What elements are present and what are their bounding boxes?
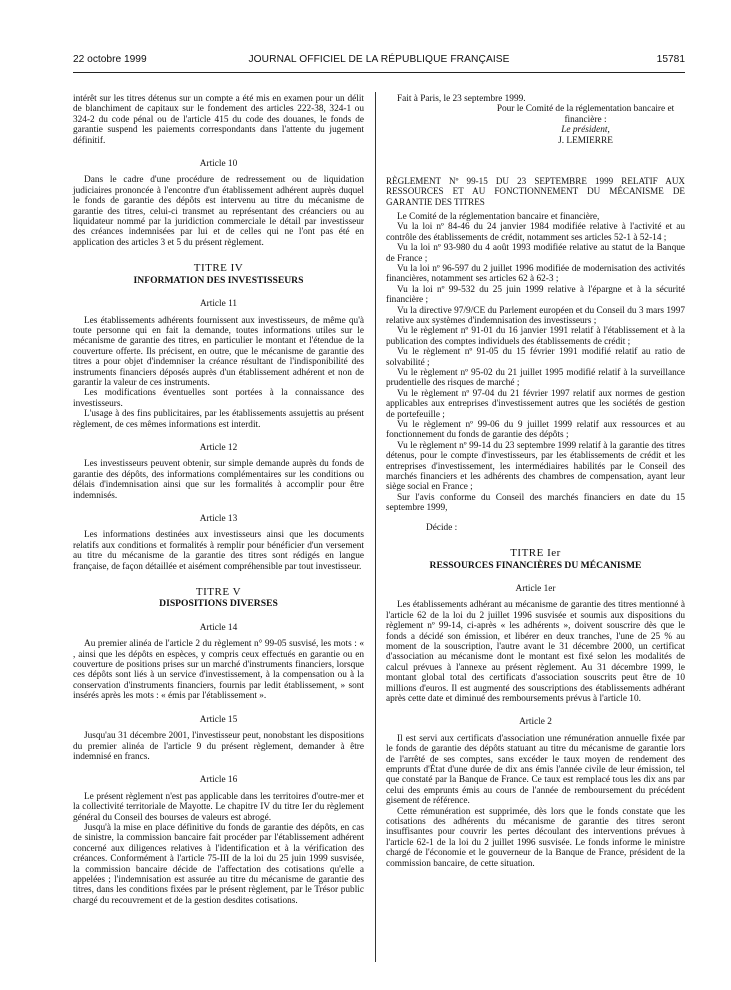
paragraph: Les établissements adhérant au mécanisme de garantie des titres mentionné à l'article 62 de la loi du 2 juillet 1996 susvisée et soumis aux dispositions du règlement nº 99-14, ci-après « les adhérents », doivent souscrire dès que le fonds a décidé son émission, et libérer en deux tranches, l'une de 25 % au moment de la souscription, l'autre avant le 31 décembre 2000, un certificat d'association au mécanisme dont le montant est fixé selon les modalités de calcul prévues à l'annexe au présent règlement. Au 31 décembre 1999, le montant global total des certificats d'association souscrits peut être de 10 millions d'euros. Il est augmenté des souscriptions des établissements adhérant après cette date et diminué des remboursements prévus à l'article 10. (386, 600, 685, 704)
left-column (73, 94, 364, 906)
titre-heading: TITRE Ier (510, 547, 561, 560)
paragraph: Il est servi aux certificats d'association une rémunération annuelle fixée par le fonds de garantie des dépôts statuant au titre du mécanisme de garantie lors de l'arrêté de ses comptes, sans excéder le taux moyen de rendement des emprunts d'État d'une durée de dix ans émis l'année civile de leur émission, tel que constaté par la Banque de France. Ce taux est remplacé tous les dix ans par celui des emprunts émis au cours de l'année de remboursement du précédent gisement de référence. (386, 733, 685, 807)
article-heading: Article 13 (199, 514, 238, 524)
visa-item: Le Comité de la réglementation bancaire et financière, (397, 211, 600, 222)
article-heading: Article 1er (515, 583, 556, 594)
header-journal-title: JOURNAL OFFICIEL DE LA RÉPUBLIQUE FRANÇAISE (248, 54, 510, 65)
article-heading: Article 16 (199, 775, 238, 786)
visa-item: Vu le règlement nº 99-14 du 23 septembre 1999 relatif à la garantie des titres détenus, pour le compte d'investisseurs, par les établissements de crédit et les entreprises d'investissement, les intermédiaires habilités par le Conseil des marchés financiers et les adhérents des chambres de compensation, ayant leur siège social en France ; (386, 440, 685, 493)
visa-item: Vu le règlement nº 95-02 du 21 juillet 1995 modifié relatif à la surveillance prudentielle des risques de marché ; (386, 368, 685, 389)
reglement-title: RÈGLEMENT Nº 99-15 DU 23 SEPTEMBRE 1999 RELATIF AUX RESSOURCES ET AU FONCTIONNEMENT DU MÉCANISME DE GARANTIE DES TITRES (386, 176, 685, 207)
visa-item: Vu le règlement nº 99-06 du 9 juillet 1999 relatif aux ressources et au fonctionnement du fonds de garantie des dépôts ; (386, 420, 685, 441)
visa-item: Vu la loi nº 96-597 du 2 juillet 1996 modifiée de modernisation des activités financières, notamment ses articles 62 à 62-3 ; (386, 263, 685, 285)
article-heading: Article 11 (199, 299, 238, 310)
visa-item: Vu la directive 97/9/CE du Parlement européen et du Conseil du 3 mars 1997 relative aux systèmes d'indemnisation des investisseurs ; (386, 305, 685, 326)
visa-item: Sur l'avis conforme du Conseil des marchés financiers en date du 15 septembre 1999, (386, 492, 685, 514)
decide-label: Décide : (426, 522, 458, 533)
paragraph: L'usage à des fins publicitaires, par les établissements assujettis au présent règlement, de ces mêmes informations est interdit. (73, 409, 364, 430)
titre-subheading: INFORMATION DES INVESTISSEURS (133, 274, 304, 286)
article-heading: Article 14 (199, 622, 238, 633)
paragraph: Les établissements adhérents fournissent aux investisseurs, de même qu'à toute personne qui en fait la demande, toutes informations utiles sur le mécanisme de garantie des titres, en particulier le montant et l'étendue de la couverture offerte. Ils précisent, en outre, que le mécanisme de garantie des titres a pour objet d'indemniser la créance résultant de l'indisponibilité des instruments financiers déposés auprès d'un établissement adhérent et non de garantir la valeur de ces instruments. (73, 315, 364, 388)
visa-item: Vu la loi nº 93-980 du 4 août 1993 modifiée relative au statut de la Banque de France ; (386, 243, 685, 264)
header-rule (73, 72, 685, 73)
visa-item: Vu le règlement nº 91-05 du 15 février 1991 modifié relatif au ratio de solvabilité ; (386, 347, 685, 368)
paragraph: Cette rémunération est supprimée, dès lors que le fonds constate que les cotisations des adhérents du mécanisme de garantie des titres seront insuffisantes pour couvrir les pertes découlant des interventions prévues à l'article 62-1 de la loi du 2 juillet 1996 susvisée. Le fonds informe le ministre chargé de l'économie et le gouverneur de la Banque de France, président de la commission bancaire, de cette situation. (386, 806, 685, 869)
article-heading: Article 2 (519, 717, 552, 728)
visas-list (386, 212, 685, 514)
page-header (73, 52, 685, 70)
signature-role-text: Le président, (561, 125, 610, 136)
signature-role (486, 125, 685, 135)
article-heading: Article 12 (199, 442, 238, 453)
signature-place-date: Fait à Paris, le 23 septembre 1999. (397, 94, 526, 104)
visa-item: Vu le règlement nº 97-04 du 21 février 1997 relatif aux normes de gestion applicables aux entreprises d'investissement autres que les sociétés de gestion de portefeuille ; (386, 388, 685, 420)
paragraph: Les modifications éventuelles sont portées à la connaissance des investisseurs. (73, 388, 364, 409)
header-date: 22 octobre 1999 (73, 54, 147, 65)
visa-item: Vu le règlement nº 91-01 du 16 janvier 1991 relatif à l'établissement et à la publication des comptes individuels des établissements de crédit ; (386, 326, 685, 347)
visa-item: Vu la loi nº 99-532 du 25 juin 1999 relative à l'épargne et à la sécurité financière ; (386, 284, 685, 306)
paragraph: Au premier alinéa de l'article 2 du règlement n° 99-05 susvisé, les mots : « , ainsi que les dépôts en espèces, y compris ceux effectués en garantie ou en couverture de positions prises sur un marché d'instruments financiers, lorsque ces dépôts sont liés à un service d'investissement, à la compensation ou à la conservation d'instruments financiers, fournis par ledit établissement, » sont insérés après les mots : « émis par l'établissement ». (73, 639, 364, 702)
paragraph: Les investisseurs peuvent obtenir, sur simple demande auprès du fonds de garantie des dépôts, des informations complémentaires sur les conditions ou délais d'indemnisation ainsi que sur les formalités à accomplir pour être indemnisés. (73, 459, 364, 501)
header-page-number: 15781 (656, 54, 685, 65)
titre-subheading: RESSOURCES FINANCIÈRES DU MÉCANISME (429, 559, 642, 571)
titre-heading: TITRE V (195, 586, 242, 599)
titre-subheading: DISPOSITIONS DIVERSES (159, 598, 278, 610)
paragraph: intérêt sur les titres détenus sur un compte a été mis en examen pour un délit de blanchiment de capitaux sur le fondement des articles 222-38, 324-1 ou 324-2 du code pénal ou de l'article 415 du code des douanes, le fonds de garantie suspend les paiements correspondants dans l'attente du jugement définitif. (73, 94, 364, 146)
signature-name: J. LEMIERRE (558, 135, 613, 146)
titre-heading: TITRE IV (193, 262, 244, 275)
visa-item: Vu la loi nº 84-46 du 24 janvier 1984 modifiée relative à l'activité et au contrôle des établissements de crédit, notamment ses articles 52-1 à 52-14 ; (386, 222, 685, 243)
column-divider (375, 92, 376, 962)
article-heading: Article 10 (199, 159, 238, 170)
signature-for: Pour le Comité de la réglementation bancaire et financière : (496, 104, 675, 125)
paragraph: Jusqu'au 31 décembre 2001, l'investisseur peut, nonobstant les dispositions du premier alinéa de l'article 9 du présent règlement, demander à être indemnisé en francs. (73, 731, 364, 762)
right-column (386, 94, 685, 869)
paragraph: Dans le cadre d'une procédure de redressement ou de liquidation judiciaires prononcée à l'encontre d'un établissement adhérent auprès duquel le fonds de garantie des dépôts est intervenu au titre du mécanisme de garantie des titres, celui-ci transmet au représentant des créanciers ou au liquidateur nommé par la juridiction commerciale le détail par investisseur des créances indemnisées par lui et de celles qui ne l'ont pas été en application des articles 3 et 5 du présent règlement. (73, 175, 364, 248)
paragraph: Jusqu'à la mise en place définitive du fonds de garantie des dépôts, en cas de sinistre, la commission bancaire fait procéder par l'établissement adhérent concerné aux diligences relatives à l'identification et à la vérification des créances. Conformément à l'article 75-III de la loi du 25 juin 1999 susvisée, la commission bancaire décide de l'affectation des cotisations qu'elle a appelées ; l'indemnisation est assurée au titre du mécanisme de garantie des titres, dans les conditions fixées par le présent règlement, par le Trésor public chargé du recouvrement et de la gestion desdites cotisations. (73, 822, 364, 906)
paragraph: Les informations destinées aux investisseurs ainsi que les documents relatifs aux conditions et formalités à remplir pour bénéficier d'un versement au titre du mécanisme de la garantie des titres sont rédigés en langue française, de façon détaillée et aisément compréhensible par tout investisseur. (73, 530, 364, 572)
paragraph: Le présent règlement n'est pas applicable dans les territoires d'outre-mer et la collectivité territoriale de Mayotte. Le chapitre IV du titre Ier du règlement général du Conseil des bourses de valeurs est abrogé. (73, 791, 364, 823)
article-heading: Article 15 (199, 714, 238, 725)
